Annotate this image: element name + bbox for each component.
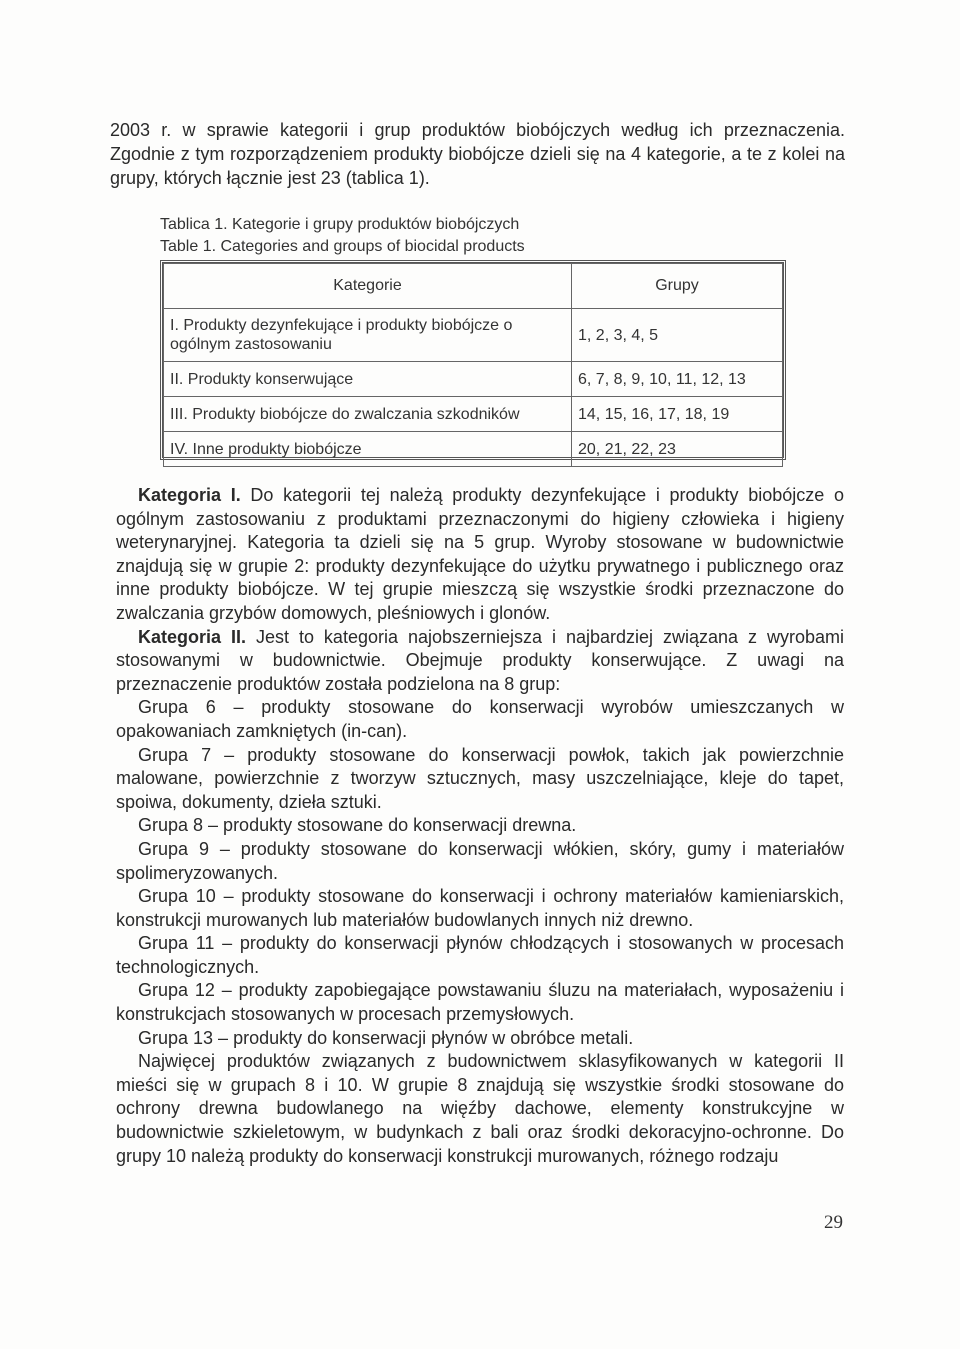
header-kategorie: Kategorie [164,264,572,309]
header-grupy: Grupy [572,264,783,309]
table-row [164,397,783,432]
category-cell: III. Produkty biobójcze do zwalczania szkodników [164,397,572,432]
group-13-paragraph: Grupa 13 – produkty do konserwacji płynów w obróbce metali. [138,1027,634,1048]
group-11-paragraph: Grupa 11 – produkty do konserwacji płynów chłodzących i stosowanych w procesach technologicznych. [116,933,844,977]
group-8-paragraph: Grupa 8 – produkty stosowane do konserwacji drewna. [138,815,577,836]
category-cell: IV. Inne produkty biobójcze [164,432,572,467]
groups-cell: 6, 7, 8, 9, 10, 11, 12, 13 [572,362,783,397]
table-row [164,362,783,397]
kategoria-1-text: Do kategorii tej należą produkty dezynfekujące i produkty biobójcze o ogólnym zastosowaniu z produktami przeznaczonymi do higieny człowieka i higieny weterynaryjnej. Kategoria ta dzieli się na 5 grup. Wyroby stosowane w budownictwie znajdują się w grupie 2: produkty dezynfekujące do użytku prywatnego i publicznego oraz inne produkty biobójcze. W tej grupie mieszczą się wszystkie środki przeznaczone do zwalczania grzybów domowych, pleśniowych i glonów. [116,485,845,623]
group-10-paragraph: Grupa 10 – produkty stosowane do konserwacji i ochrony materiałów kamieniarskich, konstrukcji murowanych lub materiałów budowlanych innych niż drewno. [116,886,844,930]
table-row [164,432,783,467]
table-row [164,309,783,362]
page-number: 29 [824,1212,843,1233]
kategoria-2-text: Jest to kategoria najobszerniejsza i najbardziej związana z wyrobami stosowanymi w budownictwie. Obejmuje produkty konserwujące. Z uwagi na przeznaczenie produktów została podzielona na 8 grup: [116,626,844,694]
body-text [116,484,844,1168]
table-captions [160,214,525,258]
kategoria-2-paragraph [116,626,844,697]
group-9-paragraph: Grupa 9 – produkty stosowane do konserwacji włókien, skóry, gumy i materiałów spolimeryzowanych. [116,838,844,883]
kategoria-1-paragraph [116,484,844,626]
group-7-paragraph: Grupa 7 – produkty stosowane do konserwacji powłok, takich jak powierzchnie malowane, powierzchnie z tworzyw sztucznych, masy uszczelniające, kleje do tapet, spoiwa, dokumenty, dzieła sztuki. [116,744,844,812]
closing-paragraph: Najwięcej produktów związanych z budownictwem sklasyfikowanych w kategorii II mieści się w grupach 8 i 10. W grupie 8 znajdują się wszystkie środki stosowane do ochrony drewna budowlanego na więźby dachowe, elementy konstrukcyjne w budownictwie szkieletowym, w budynkach z bali oraz środki dekoracyjno-ochronne. Do grupy 10 należą produkty do konserwacji konstrukcji murowanych, różnego rodzaju [116,1051,844,1166]
category-cell: II. Produkty konserwujące [164,362,572,397]
group-6-paragraph: Grupa 6 – produkty stosowane do konserwacji wyrobów umieszczanych w opakowaniach zamkniętych (in-can). [116,697,844,741]
groups-cell: 14, 15, 16, 17, 18, 19 [572,397,783,432]
group-12-paragraph: Grupa 12 – produkty zapobiegające powstawaniu śluzu na materiałach, wyposażeniu i konstrukcjach stosowanych w procesach przemysłowych. [116,980,844,1025]
groups-cell: 20, 21, 22, 23 [572,432,783,467]
groups-cell: 1, 2, 3, 4, 5 [572,309,783,362]
kategoria-2-label: Kategoria II. [138,626,246,647]
categories-table [160,260,786,460]
table-caption-pl: Tablica 1. Kategorie i grupy produktów biobójczych [160,216,520,233]
kategoria-1-label: Kategoria I. [138,485,241,505]
intro-paragraph: 2003 r. w sprawie kategorii i grup produktów biobójczych według ich przeznaczenia. Zgodnie z tym rozporządzeniem produkty biobójcze dzieli się na 4 kategorie, a te z kolei na grupy, których łącznie jest 23 (tablica 1). [110,120,845,188]
category-cell: I. Produkty dezynfekujące i produkty biobójcze o ogólnym zastosowaniu [164,309,572,362]
table-caption-en: Table 1. Categories and groups of biocidal products [160,238,525,255]
